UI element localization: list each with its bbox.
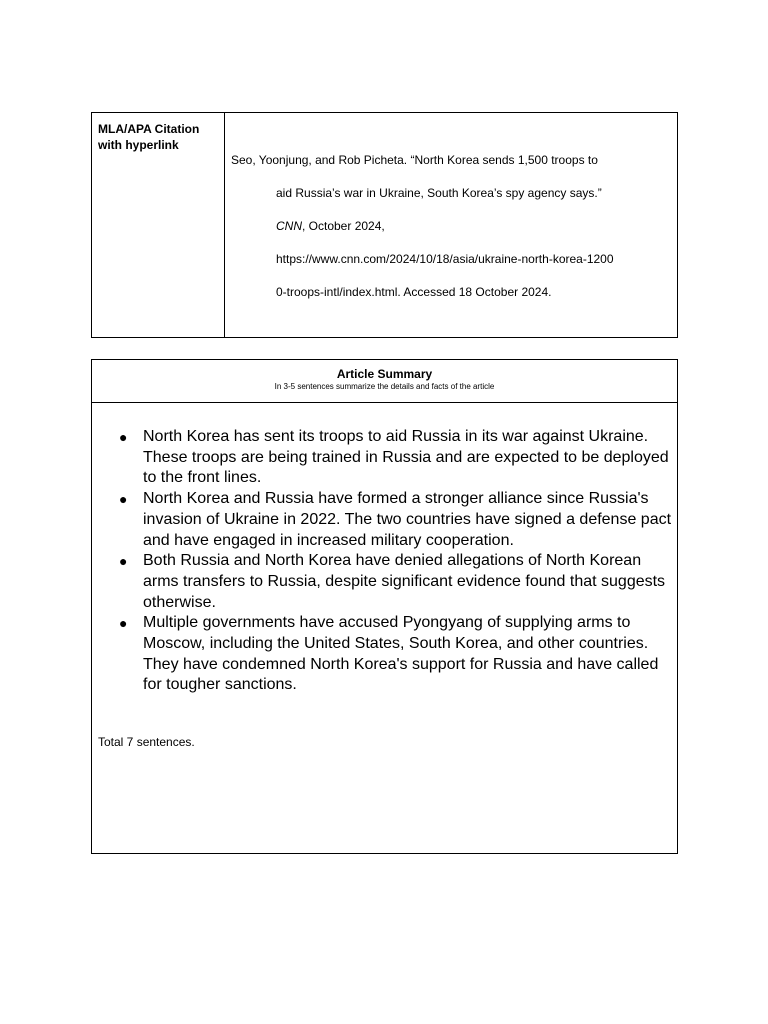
citation-body-cell [225, 113, 677, 337]
bullet-icon: ● [119, 491, 128, 508]
summary-table [91, 359, 678, 854]
citation-label: MLA/APA Citation with hyperlink [98, 122, 200, 152]
summary-list [92, 427, 679, 696]
summary-item-text: Multiple governments have accused Pyongyang of supplying arms to Moscow, including the United States, South Korea, and other countries. They have condemned North Korea's support for Russia and have called for tougher sanctions. [143, 614, 659, 694]
bullet-icon: ● [119, 429, 128, 445]
summary-header [92, 360, 677, 403]
citation-line-3 [276, 218, 385, 234]
citation-url-part-2[interactable]: 0-troops-intl/index.html. Accessed 18 October 2024. [276, 285, 552, 299]
citation-line-1: Seo, Yoonjung, and Rob Picheta. “North Korea sends 1,500 troops to [231, 153, 598, 167]
summary-list-item [92, 489, 679, 551]
citation-source-name: CNN [276, 219, 302, 233]
summary-item-text: North Korea has sent its troops to aid Russia in its war against Ukraine. These troops are being trained in Russia and are expected to be deployed to the front lines. [143, 428, 669, 487]
bullet-icon: ● [119, 615, 128, 632]
citation-date: , October 2024, [302, 219, 385, 233]
summary-list-item [92, 551, 679, 613]
summary-item-text: North Korea and Russia have formed a stronger alliance since Russia's invasion of Ukraine in 2022. The two countries have signed a defense pact and have engaged in increased military cooperation. [143, 490, 672, 549]
citation-table [91, 112, 678, 338]
citation-line-2: aid Russia’s war in Ukraine, South Korea’s spy agency says.” [276, 186, 602, 200]
citation-url-part-1[interactable]: https://www.cnn.com/2024/10/18/asia/ukraine-north-korea-1200 [276, 252, 614, 266]
sentence-total: Total 7 sentences. [98, 735, 195, 749]
summary-title: Article Summary [336, 367, 433, 381]
summary-subtitle: In 3-5 sentences summarize the details and facts of the article [274, 382, 495, 391]
citation-label-cell [92, 113, 225, 337]
summary-list-item [92, 427, 679, 489]
summary-list-item [92, 613, 679, 696]
bullet-icon: ● [119, 553, 128, 570]
summary-item-text: Both Russia and North Korea have denied allegations of North Korean arms transfers to Russia, despite significant evidence found that suggests otherwise. [143, 552, 666, 611]
